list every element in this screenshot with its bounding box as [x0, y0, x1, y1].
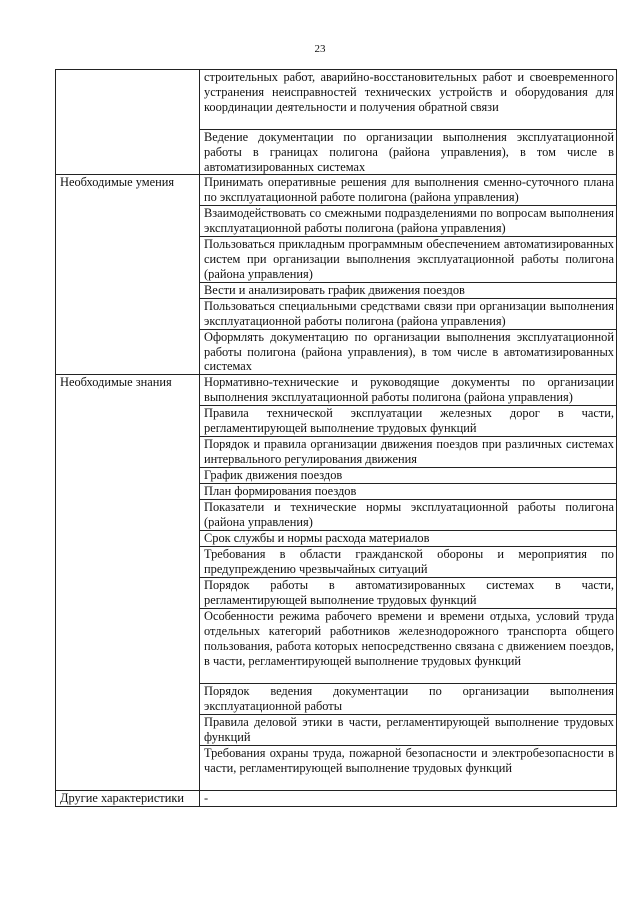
row-label-skills: Необходимые умения — [56, 175, 200, 375]
table-cell: Правила технической эксплуатации железных дорог в части, регламентирующей выполнение трудовых функций — [200, 406, 617, 437]
table-cell: Особенности режима рабочего времени и времени отдыха, условий труда отдельных категорий работников железнодорожного транспорта общего пользования, работа которых непосредственно связана с движением поездов, в части, регламентирующей выполнение трудовых функций — [200, 609, 617, 684]
table-cell: Порядок ведения документации по организации выполнения эксплуатационной работы — [200, 684, 617, 715]
table-cell: Пользоваться прикладным программным обеспечением автоматизированных систем при организации выполнения эксплуатационной работы полигона (района управления) — [200, 237, 617, 282]
table-cell: График движения поездов — [200, 468, 617, 484]
table-cell: Порядок работы в автоматизированных системах в части, регламентирующей выполнение трудовых функций — [200, 578, 617, 609]
table-cell: Ведение документации по организации выполнения эксплуатационной работы в границах полигона (района управления), в том числе в автоматизированных системах — [200, 130, 617, 175]
row-label — [56, 70, 200, 175]
page-number: 23 — [314, 43, 326, 55]
table-row — [56, 791, 617, 807]
table-cell: Правила деловой этики в части, регламентирующей выполнение трудовых функций — [200, 715, 617, 746]
table-cell: План формирования поездов — [200, 484, 617, 500]
table-cell: Требования в области гражданской обороны и мероприятия по предупреждению чрезвычайных ситуаций — [200, 547, 617, 578]
table-cell: Требования охраны труда, пожарной безопасности и электробезопасности в части, регламентирующей выполнение трудовых функций — [200, 746, 617, 791]
table-cell: строительных работ, аварийно-восстановительных работ и своевременного устранения неисправностей технических устройств и оборудования для координации деятельности и получения обратной связи — [200, 70, 617, 130]
competency-table — [55, 69, 617, 807]
table-cell: Принимать оперативные решения для выполнения сменно-суточного плана по эксплуатационной работе полигона (района управления) — [200, 175, 617, 206]
row-label-other: Другие характеристики — [56, 791, 200, 807]
table-cell: Срок службы и нормы расхода материалов — [200, 531, 617, 547]
table-row — [56, 175, 617, 206]
table-cell: - — [200, 791, 617, 807]
table-cell: Вести и анализировать график движения поездов — [200, 282, 617, 298]
table-cell: Пользоваться специальными средствами связи при организации выполнения эксплуатационной работы полигона (района управления) — [200, 298, 617, 329]
table-cell: Нормативно-технические и руководящие документы по организации выполнения эксплуатационной работы полигона (района управления) — [200, 375, 617, 406]
table-row — [56, 375, 617, 406]
table-cell: Оформлять документацию по организации выполнения эксплуатационной работы полигона (района управления), в том числе в автоматизированных системах — [200, 329, 617, 374]
table-cell: Порядок и правила организации движения поездов при различных системах интервального регулирования движения — [200, 437, 617, 468]
row-label-knowledge: Необходимые знания — [56, 375, 200, 791]
table-row — [56, 70, 617, 130]
table-cell: Взаимодействовать со смежными подразделениями по вопросам выполнения эксплуатационной работы полигона (района управления) — [200, 206, 617, 237]
table-cell: Показатели и технические нормы эксплуатационной работы полигона (района управления) — [200, 500, 617, 531]
